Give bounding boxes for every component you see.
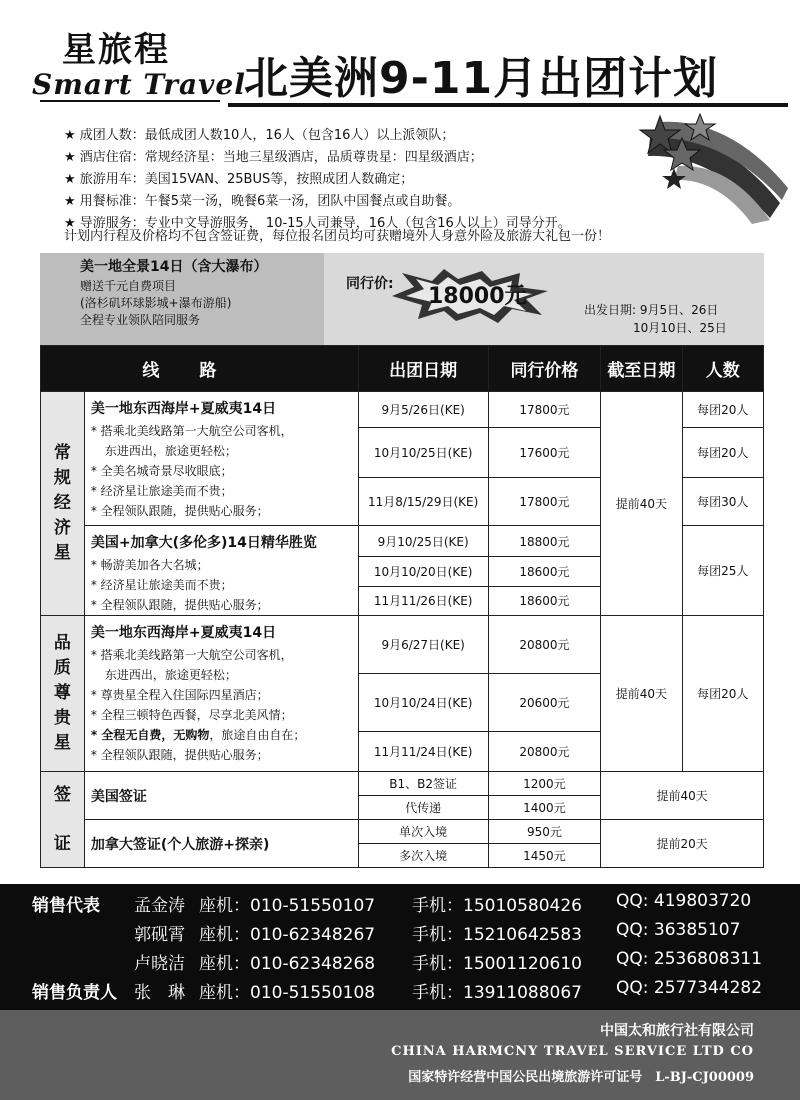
contact-landline[interactable]: 座机：010-51550108	[199, 983, 376, 1003]
contact-row	[0, 978, 800, 1006]
promo-line: (洛杉矶环球影城+瀑布游船)	[80, 296, 232, 310]
contact-mobile[interactable]: 手机：15210642583	[412, 925, 582, 945]
contact-mobile[interactable]: 手机：15001120610	[412, 954, 582, 974]
contact-landline[interactable]: 座机：010-62348267	[199, 925, 376, 945]
logo-chinese: 星旅程	[62, 30, 170, 70]
contact-name: 郭砚霄	[134, 925, 185, 945]
contact-qq[interactable]: QQ: 36385107	[616, 920, 741, 940]
visa-type-cell: B1、B2签证	[358, 772, 488, 796]
deadline-cell: 提前40天	[601, 392, 682, 616]
price-cell: 20800元	[488, 732, 601, 772]
promo-line: 全程专业领队陪同服务	[80, 313, 201, 327]
depart-date-cell: 11月8/15/29日(KE)	[358, 478, 488, 526]
promo-title: 美一地全景14日（含大瀑布）	[80, 259, 268, 275]
promo-line: 赠送千元自费项目	[80, 279, 177, 293]
depart-date-cell: 10月10/20日(KE)	[358, 557, 488, 586]
price-cell: 1400元	[488, 796, 601, 820]
company-name-cn: 中国太和旅行社有限公司	[600, 1023, 754, 1039]
term-guide: ★ 导游服务：专业中文导游服务， 10-15人司兼导，16人（包含16人以上）司导分开。	[64, 216, 571, 231]
people-cell: 每团20人	[682, 616, 763, 772]
term-meals: ★ 用餐标准：午餐5菜一汤，晚餐6菜一汤，团队中国餐点或自助餐。	[64, 194, 461, 209]
depart-date-cell: 9月6/27日(KE)	[358, 616, 488, 674]
table-row	[41, 820, 764, 844]
category-premium: 品 质 尊 贵 星	[41, 616, 85, 772]
deadline-cell: 提前20天	[601, 820, 764, 868]
tour-plan-table	[40, 345, 764, 868]
route-economy-us-canada: 美国+加拿大(多伦多)14日精华胜览 * 畅游美加各大名城； * 经济星让旅途美而不贵； * 全程领队跟随，提供贴心服务；	[84, 526, 358, 616]
contact-role: 销售代表	[32, 896, 100, 916]
contact-row	[0, 891, 800, 919]
category-visa: 签 证	[41, 772, 85, 868]
deadline-cell: 提前40天	[601, 772, 764, 820]
header-deadline: 截至日期	[601, 346, 682, 392]
header	[0, 0, 800, 112]
depart-date-cell: 11月11/24日(KE)	[358, 732, 488, 772]
category-economy: 常 规 经 济 星	[41, 392, 85, 616]
company-name-en: CHINA HARMCNY TRAVEL SERVICE LTD CO	[391, 1044, 754, 1059]
visa-type-cell: 代传递	[358, 796, 488, 820]
contact-qq[interactable]: QQ: 419803720	[616, 891, 752, 911]
title-rule	[228, 103, 788, 107]
term-transport: ★ 旅游用车：美国15VAN、25BUS等，按照成团人数确定；	[64, 172, 414, 187]
terms-list	[64, 125, 684, 235]
logo-english: Smart Travel	[32, 68, 246, 101]
price-cell: 17800元	[488, 392, 601, 428]
people-cell: 每团20人	[682, 428, 763, 478]
header-price: 同行价格	[488, 346, 601, 392]
page-title: 北美洲9-11月出团计划	[244, 53, 719, 104]
contact-qq[interactable]: QQ: 2577344282	[616, 978, 763, 998]
visa-insurance-note: 计划内行程及价格均不包含签证费，每位报名团员均可获赠境外人身意外险及旅游大礼包一份！	[64, 229, 611, 244]
depart-date: 9月5日、26日	[639, 303, 719, 317]
no-self-pay-bullet: * 全程无自费，无购物，旅途自由自在；	[90, 728, 306, 742]
deadline-cell: 提前40天	[601, 616, 682, 772]
footer	[0, 1010, 800, 1100]
promo-description	[40, 253, 324, 345]
contact-landline[interactable]: 座机：010-51550107	[199, 896, 376, 916]
header-date: 出团日期	[358, 346, 488, 392]
table-row	[41, 772, 764, 796]
contact-row	[0, 949, 800, 977]
depart-dates	[584, 301, 754, 337]
depart-date-cell: 9月5/26日(KE)	[358, 392, 488, 428]
logo-underline	[40, 100, 220, 102]
price-cell: 20600元	[488, 674, 601, 732]
table-header-row	[41, 346, 764, 392]
price-cell: 20800元	[488, 616, 601, 674]
contact-name: 卢晓洁	[134, 954, 185, 974]
price-cell: 1200元	[488, 772, 601, 796]
price-cell: 18600元	[488, 557, 601, 586]
people-cell: 每团30人	[682, 478, 763, 526]
price-cell: 1450元	[488, 844, 601, 868]
people-cell: 每团20人	[682, 392, 763, 428]
depart-line-2: 10月10日、25日	[633, 321, 727, 335]
peer-price-label: 同行价:	[346, 276, 394, 292]
visa-type-cell: 单次入境	[358, 820, 488, 844]
depart-date-cell: 10月10/25日(KE)	[358, 428, 488, 478]
contact-qq[interactable]: QQ: 2536808311	[616, 949, 763, 969]
license-number: 国家特许经营中国公民出境旅游许可证号 L-BJ-CJ00009	[408, 1070, 754, 1085]
visa-canada: 加拿大签证(个人旅游+探亲)	[84, 820, 358, 868]
term-hotel: ★ 酒店住宿：常规经济星：当地三星级酒店，品质尊贵星：四星级酒店；	[64, 150, 483, 165]
price-cell: 17800元	[488, 478, 601, 526]
contact-row	[0, 920, 800, 948]
contact-role: 销售负责人	[32, 983, 117, 1003]
contact-mobile[interactable]: 手机：15010580426	[412, 896, 582, 916]
depart-date-cell: 9月10/25日(KE)	[358, 526, 488, 557]
table-row	[41, 392, 764, 428]
route-economy-east-west-hawaii: 美一地东西海岸+夏威夷14日 * 搭乘北美线路第一大航空公司客机， 东进西出，旅途更轻松； * 全美名城奇景尽收眼底； * 经济星让旅途美而不贵； * 全程领队跟随，提供贴心服务；	[84, 392, 358, 526]
depart-date-cell: 10月10/24日(KE)	[358, 674, 488, 732]
price-cell: 18800元	[488, 526, 601, 557]
visa-us: 美国签证	[84, 772, 358, 820]
depart-label: 出发日期:	[584, 303, 637, 317]
price-cell: 17600元	[488, 428, 601, 478]
depart-date-cell: 11月11/26日(KE)	[358, 586, 488, 615]
contact-name: 孟金涛	[134, 896, 185, 916]
promo-banner	[40, 253, 764, 345]
term-group-size: ★ 成团人数：最低成团人数10人，16人（包含16人）以上派领队；	[64, 128, 455, 143]
contact-mobile[interactable]: 手机：13911088067	[412, 983, 582, 1003]
price-cell: 950元	[488, 820, 601, 844]
sales-contacts	[0, 884, 800, 1010]
table-row	[41, 616, 764, 674]
contact-name: 张 琳	[134, 983, 185, 1003]
people-cell: 每团25人	[682, 526, 763, 616]
visa-type-cell: 多次入境	[358, 844, 488, 868]
header-route: 线路	[41, 346, 359, 392]
contact-landline[interactable]: 座机：010-62348268	[199, 954, 376, 974]
depart-line-1	[584, 301, 754, 319]
promo-price: 18000元	[428, 284, 527, 309]
header-people: 人数	[682, 346, 763, 392]
route-premium-east-west-hawaii: 美一地东西海岸+夏威夷14日 * 搭乘北美线路第一大航空公司客机， 东进西出，旅途更轻松； * 尊贵星全程入住国际四星酒店； * 全程三顿特色西餐，尽享北美风情； * 全程无自费，无购物，旅途自由自在； * 全程领队跟随，提供贴心服务；	[84, 616, 358, 772]
price-cell: 18600元	[488, 586, 601, 615]
